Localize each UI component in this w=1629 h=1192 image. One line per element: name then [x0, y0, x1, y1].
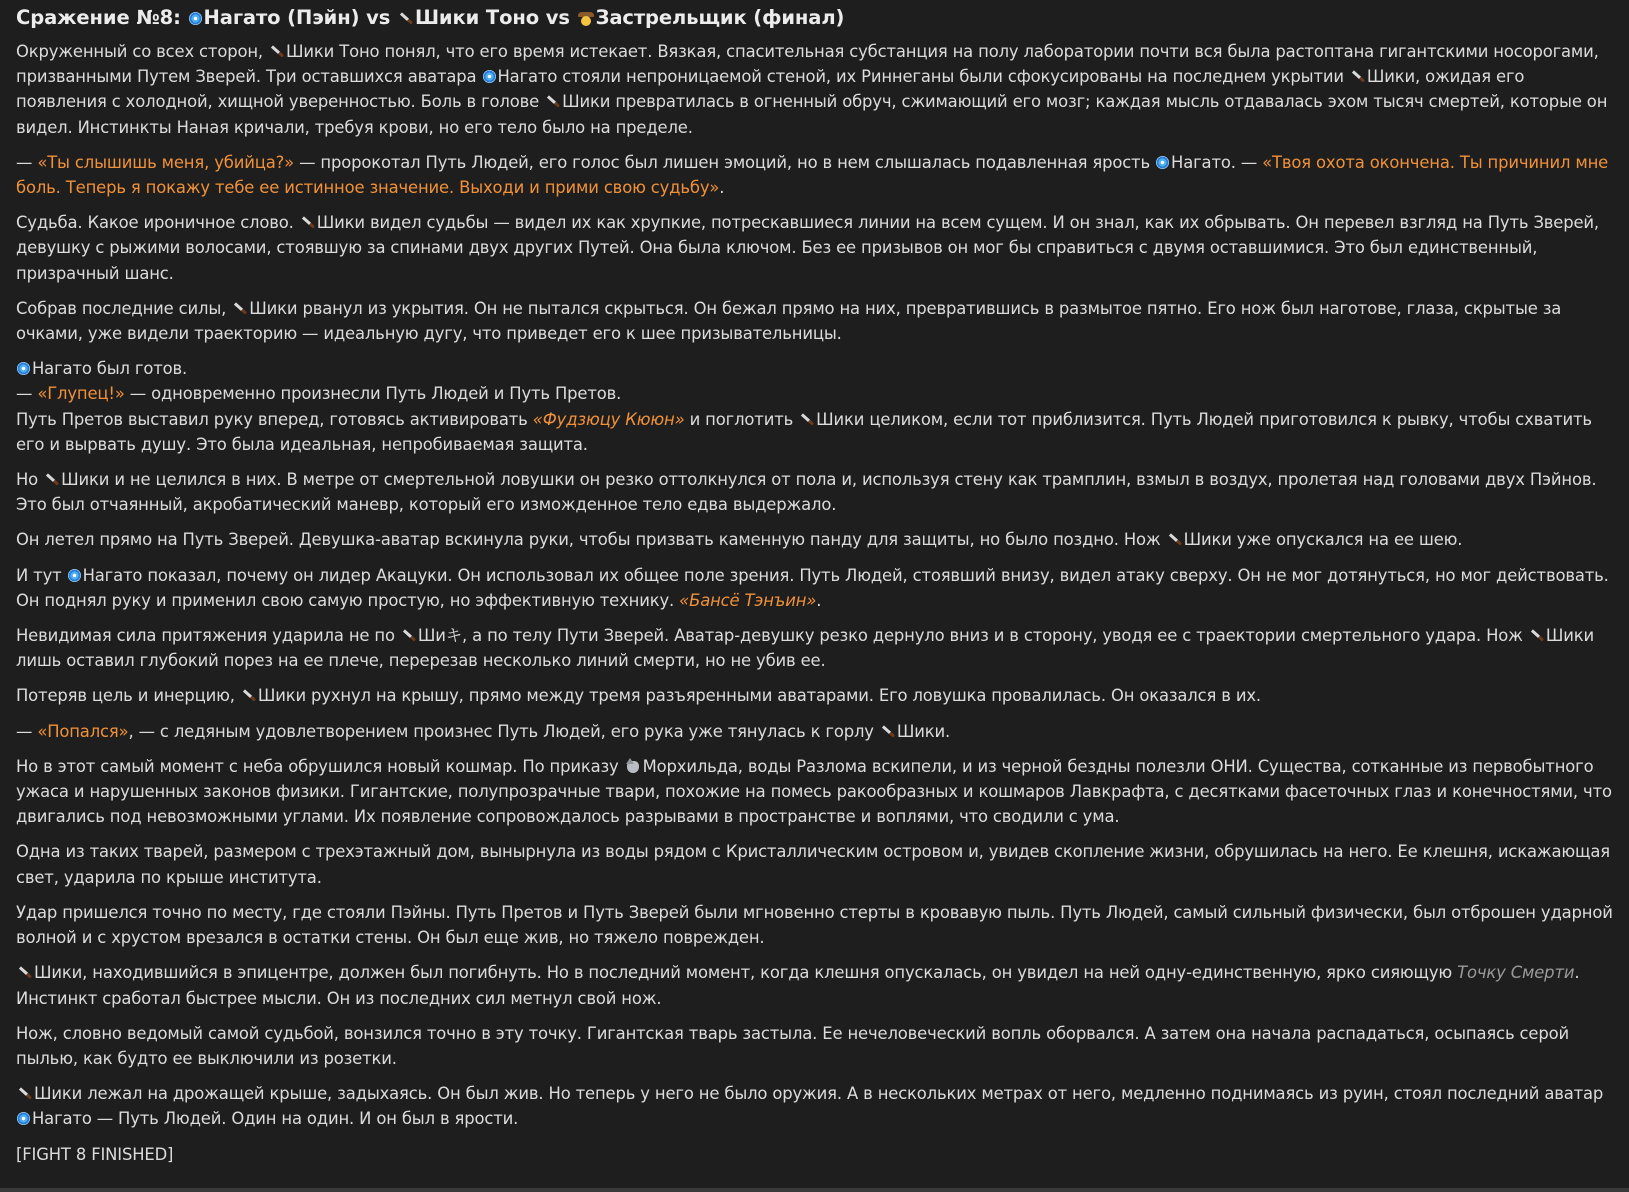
- p1-text-c: Нагато стояли непроницаемой стеной, их Риннеганы были сфокусированы на последнем укрытии: [497, 67, 1344, 87]
- p11-text-c: Шики.: [896, 721, 951, 741]
- fight-finished-footer: [FIGHT 8 FINISHED]: [16, 1144, 174, 1164]
- p12-text-b: Морхильда, воды Разлома вскипели, и из черной бездны полезли ОНИ. Существа, сотканные из первобытного ужаса и нарушенных законов физики. Гигантские, полупрозрачные твари, похожие на помесь ракообразных и кошмаров Лавкрафта, с десятками фасеточных глаз и конечностями, что двигались под невозможными углами. Их появление сопровождалось разрывами в пространстве и воплями, что сводили с ума.: [16, 756, 1612, 827]
- p2-quote-2: «Твоя охота окончена. Ты причинил мне боль. Теперь я покажу тебе ее истинное значение. Выходи и прими свою судьбу»: [16, 152, 1609, 198]
- p11-quote: «Попался»: [37, 721, 129, 741]
- p2-text-b: — пророкотал Путь Людей, его голос был лишен эмоций, но в нем слышалась подавленная ярость: [294, 152, 1150, 172]
- p2-text-d: .: [719, 178, 725, 198]
- p7-text-b: Шики уже опускался на ее шею.: [1183, 530, 1463, 550]
- title-vs-2: vs: [545, 6, 570, 29]
- p5-dash: —: [16, 384, 38, 404]
- p9-text-b: Ши: [417, 626, 446, 646]
- p3-text-a: Судьба. Какое ироничное слово.: [16, 213, 294, 233]
- p5-technique-fujutsu: «Фудзюцу Кююн»: [532, 409, 685, 429]
- p11-text-b: , — с ледяным удовлетворением произнес Путь Людей, его рука уже тянулась к горлу: [128, 721, 874, 741]
- p6-text-b: Шики и не целился в них. В метре от смертельной ловушки он резко оттолкнулся от пола и, используя стену как трамплин, взмыл в воздух, пролетая над головами двух Пэйнов. Это был отчаянный, акробатический маневр, который его изможденное тело едва выдержало.: [16, 470, 1597, 515]
- rinnegan-icon: [17, 362, 30, 375]
- rinnegan-icon: [1156, 156, 1169, 169]
- p5-line-2: — одновременно произнесли Путь Людей и Путь Претов.: [124, 384, 622, 404]
- knife-icon: [799, 412, 814, 427]
- knife-icon: [232, 301, 247, 316]
- knife-icon: [241, 688, 256, 703]
- p2-text-c: Нагато. —: [1171, 152, 1263, 172]
- p9-text-c: , а по телу Пути Зверей. Аватар-девушку резко дернуло вниз и в сторону, уводя ее с траектории смертельного удара. Нож: [462, 626, 1523, 646]
- p8-text-c: .: [816, 590, 822, 610]
- rinnegan-icon: [189, 12, 202, 25]
- paragraph-11: [16, 719, 1616, 744]
- rinnegan-icon: [17, 1112, 30, 1125]
- p3-text-b: Шики видел судьбы — видел их как хрупкие, потрескавшиеся линии на всем сущем. И он знал, как их обрывать. Он перевел взгляд на Путь Зверей, девушку с рыжими волосами, стоявшую за спинами двух других Путей. Она была ключом. Без ее призывов он мог бы справиться с двумя оставшимися. Это был единственный, призрачный шанс.: [16, 213, 1599, 283]
- p5-line-3b: и поглотить: [684, 409, 794, 429]
- knife-icon: [880, 724, 895, 739]
- paragraph-10: [16, 683, 1616, 708]
- knife-icon: [1167, 532, 1182, 547]
- knife-icon: [1529, 628, 1544, 643]
- paragraph-5-line-2: [16, 381, 1616, 406]
- knife-icon: [17, 1086, 32, 1101]
- title-prefix: Сражение №8:: [16, 6, 181, 29]
- p2-quote-1: «Ты слышишь меня, убийца?»: [37, 152, 295, 172]
- rinnegan-icon: [483, 70, 496, 83]
- paragraph-1: [16, 39, 1616, 140]
- paragraph-7: [16, 527, 1616, 552]
- p5-quote-1: «Глупец!»: [37, 384, 125, 404]
- paragraph-5-line-1: [16, 356, 1616, 381]
- paragraph-17: [16, 1081, 1616, 1131]
- p1-text-e: Шики превратилась в огненный обруч, сжимающий его мозг; каждая мысль отдавалась эхом тысяч смертей, которые он видел. Инстинкты Наная кричали, требуя крови, но его тело было на пределе.: [16, 92, 1608, 137]
- p9-text-d: Шики лишь оставил глубокий порез на ее плече, перерезав несколько линий смерти, но не убив ее.: [16, 626, 1594, 671]
- knife-icon: [269, 44, 284, 59]
- p15-text-a: Шики, находившийся в эпицентре, должен был погибнуть. Но в последний момент, когда клешня опускалась, он увидел на ней одну-единственную, ярко сияющую: [34, 963, 1458, 983]
- paragraph-13: Одна из таких тварей, размером с трехэтажный дом, вынырнула из воды рядом с Кристаллическим островом и, увидев скопление жизни, обрушилась на него. Ее клешня, искажающая свет, ударила по крыше института.: [16, 842, 1610, 887]
- paragraph-14: Удар пришелся точно по месту, где стояли Пэйны. Путь Претов и Путь Зверей были мгновенно стерты в кровавую пыль. Путь Людей, самый сильный физически, был отброшен ударной волной и с хрустом врезался в остатки стены. Он был еще жив, но тяжело поврежден.: [16, 902, 1613, 948]
- paragraph-5-line-3: [16, 407, 1616, 457]
- p17-text-a: Шики лежал на дрожащей крыше, задыхаясь. Он был жив. Но теперь у него не было оружия. А в нескольких метрах от него, медленно поднимаясь из руин, стоял последний аватар: [34, 1084, 1604, 1104]
- p9-glyph: キ: [445, 626, 463, 646]
- paragraph-6: [16, 467, 1616, 517]
- p11-dash: —: [16, 721, 38, 741]
- p8-technique-bansho: «Бансё Тэнъин»: [679, 590, 817, 610]
- title-fighter-gunslinger: Застрельщик (финал): [595, 6, 845, 29]
- p17-text-b: Нагато — Путь Людей. Один на один. И он был в ярости.: [32, 1109, 519, 1129]
- cowboy-icon: [578, 10, 594, 26]
- knife-icon: [401, 628, 416, 643]
- title-fighter-nagato: Нагато (Пэйн): [203, 6, 360, 29]
- p1-text-d: Шики, ожидая его появления с холодной, хищной уверенностью. Боль в голове: [16, 67, 1525, 112]
- p5-line-3a: Путь Претов выставил руку вперед, готовясь активировать: [16, 409, 533, 429]
- p6-text-a: Но: [16, 470, 39, 490]
- p5-line-1: Нагато был готов.: [32, 359, 188, 379]
- p8-text-b: Нагато показал, почему он лидер Акацуки. Он использовал их общее поле зрения. Путь Людей, стоявший внизу, видел атаку сверху. Он не мог дотянуться, но мог действовать. Он поднял руку и применил свою самую простую, но эффективную технику.: [16, 565, 1609, 610]
- title-fighter-shiki: Шики Тоно: [414, 6, 540, 29]
- knife-icon: [17, 965, 32, 980]
- knife-icon: [44, 472, 59, 487]
- knife-icon: [300, 215, 315, 230]
- p5-line-3c: Шики целиком, если тот приблизится. Путь Людей приготовился к рывку, чтобы схватить его и вырвать душу. Это была идеальная, непробиваемая защита.: [16, 409, 1592, 454]
- paragraph-9: [16, 623, 1616, 673]
- p10-text-a: Потеряв цель и инерцию,: [16, 686, 235, 706]
- paragraph-4: [16, 296, 1616, 346]
- p1-text-b: Шики Тоно понял, что его время истекает. Вязкая, спасительная субстанция на полу лаборатории почти вся была растоптана гигантскими носорогами, призванными Путем Зверей. Три оставшихся аватара: [16, 42, 1599, 87]
- p8-text-a: И тут: [16, 565, 62, 585]
- rinnegan-icon: [68, 569, 81, 582]
- p7-text-a: Он летел прямо на Путь Зверей. Девушка-аватар вскинула руки, чтобы призвать каменную панду для защиты, но было поздно. Нож: [16, 530, 1161, 550]
- paragraph-15: [16, 960, 1616, 1010]
- title-vs-1: vs: [366, 6, 391, 29]
- p2-dash: —: [16, 152, 38, 172]
- knife-icon: [398, 11, 413, 26]
- knife-icon: [1350, 69, 1365, 84]
- paragraph-16: Нож, словно ведомый самой судьбой, вонзился точно в эту точку. Гигантская тварь застыла. Ее нечеловеческий вопль оборвался. А затем она начала распадаться, осыпаясь серой пылью, как будто ее выключили из розетки.: [16, 1023, 1569, 1068]
- wolf-icon: [625, 758, 641, 774]
- p4-text-a: Собрав последние силы,: [16, 298, 227, 318]
- p12-text-a: Но в этот самый момент с неба обрушился новый кошмар. По приказу: [16, 756, 619, 776]
- fight-title: [16, 6, 1616, 30]
- paragraph-2: [16, 150, 1616, 200]
- story-container: [16, 6, 1616, 1167]
- p4-text-b: Шики рванул из укрытия. Он не пытался скрыться. Он бежал прямо на них, превратившись в размытое пятно. Его нож был наготове, глаза, скрытые за очками, уже видели траекторию — идеальную дугу, что приведет его к шее призывательницы.: [16, 298, 1562, 344]
- paragraph-12: [16, 754, 1616, 830]
- paragraph-8: [16, 563, 1616, 613]
- bottom-divider: [0, 1188, 1629, 1192]
- p10-text-b: Шики рухнул на крышу, прямо между тремя разъяренными аватарами. Его ловушка провалилась. Он оказался в их.: [257, 686, 1261, 706]
- p15-text-b: . Инстинкт сработал быстрее мысли. Он из последних сил метнул свой нож.: [16, 963, 1580, 1008]
- knife-icon: [545, 94, 560, 109]
- p9-text-a: Невидимая сила притяжения ударила не по: [16, 626, 395, 646]
- p15-death-point: Точку Смерти: [1457, 963, 1575, 983]
- paragraph-3: [16, 210, 1616, 286]
- p1-text-a: Окруженный со всех сторон,: [16, 42, 263, 61]
